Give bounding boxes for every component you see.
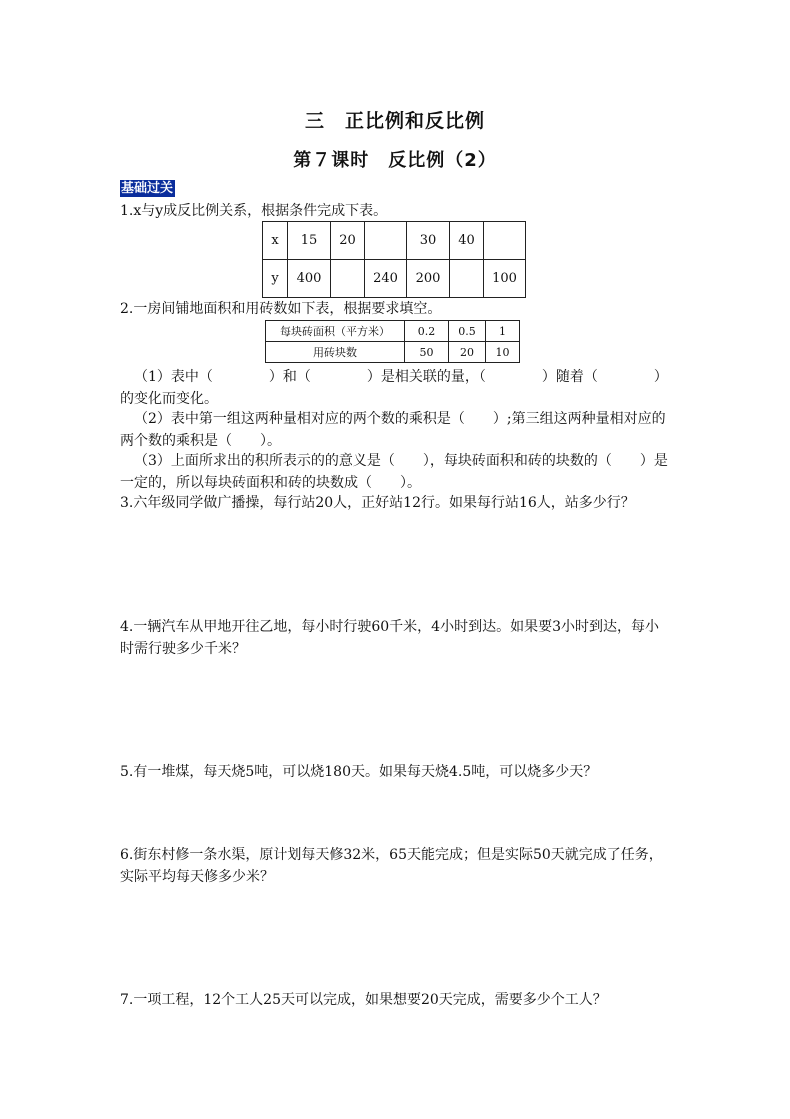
table-cell: 10 xyxy=(486,342,520,363)
table-cell: 200 xyxy=(407,260,450,298)
table-cell: 100 xyxy=(484,260,526,298)
lesson-subtitle: 第７课时 反比例（2） xyxy=(293,150,497,171)
table-cell: 每块砖面积（平方米） xyxy=(266,321,405,342)
table-cell: 400 xyxy=(288,260,331,298)
section-badge: 基础过关 xyxy=(121,181,174,196)
question-6-text: 6.街东村修一条水渠，原计划每天修32米，65天能完成；但是实际50天就完成了任务，实际平均每天修多少米？ xyxy=(120,847,663,885)
table-cell: 用砖块数 xyxy=(266,342,405,363)
q1-table xyxy=(262,221,526,298)
question-1-text: 1.x与y成反比例关系，根据条件完成下表。 xyxy=(120,203,388,219)
table-cell: 20 xyxy=(449,342,486,363)
table-cell: x xyxy=(263,222,288,260)
page-title: 三 正比例和反比例 xyxy=(304,110,485,132)
table-cell: 15 xyxy=(288,222,331,260)
q2-table xyxy=(265,320,520,363)
table-cell xyxy=(450,260,484,298)
question-7-text: 7.一项工程，12个工人25天可以完成，如果想要20天完成，需要多少个工人？ xyxy=(120,992,607,1008)
table-cell xyxy=(484,222,526,260)
question-5-text: 5.有一堆煤，每天烧5吨，可以烧180天。如果每天烧4.5吨，可以烧多少天？ xyxy=(120,764,598,780)
question-4-text: 4.一辆汽车从甲地开往乙地，每小时行驶60千米，4小时到达。如果要3小时到达，每小时需行驶多少千米？ xyxy=(120,619,659,657)
question-3-text: 3.六年级同学做广播操，每行站20人，正好站12行。如果每行站16人，站多少行？ xyxy=(120,495,635,511)
table-row xyxy=(263,260,526,298)
table-cell: 1 xyxy=(486,321,520,342)
table-cell: 30 xyxy=(407,222,450,260)
question-2-part-2: （2）表中第一组这两种量相对应的两个数的乘积是（ ）;第三组这两种量相对应的两个数的乘积是（ ）。 xyxy=(120,411,666,449)
table-cell: y xyxy=(263,260,288,298)
table-cell xyxy=(331,260,365,298)
table-cell: 0.5 xyxy=(449,321,486,342)
table-row xyxy=(266,321,520,342)
table-cell: 40 xyxy=(450,222,484,260)
table-cell: 0.2 xyxy=(405,321,449,342)
table-row xyxy=(266,342,520,363)
question-2-part-3: （3）上面所求出的积所表示的的意义是（ ），每块砖面积和砖的块数的（ ）是一定的，所以每块砖面积和砖的块数成（ ）。 xyxy=(120,453,668,491)
question-2-part-1: （1）表中（ ）和（ ）是相关联的量，（ ）随着（ ）的变化而变化。 xyxy=(120,369,668,407)
table-cell: 240 xyxy=(365,260,407,298)
table-row xyxy=(263,222,526,260)
table-cell: 20 xyxy=(331,222,365,260)
table-cell xyxy=(365,222,407,260)
question-2-text: 2.一房间铺地面积和用砖数如下表，根据要求填空。 xyxy=(120,301,442,317)
table-cell: 50 xyxy=(405,342,449,363)
